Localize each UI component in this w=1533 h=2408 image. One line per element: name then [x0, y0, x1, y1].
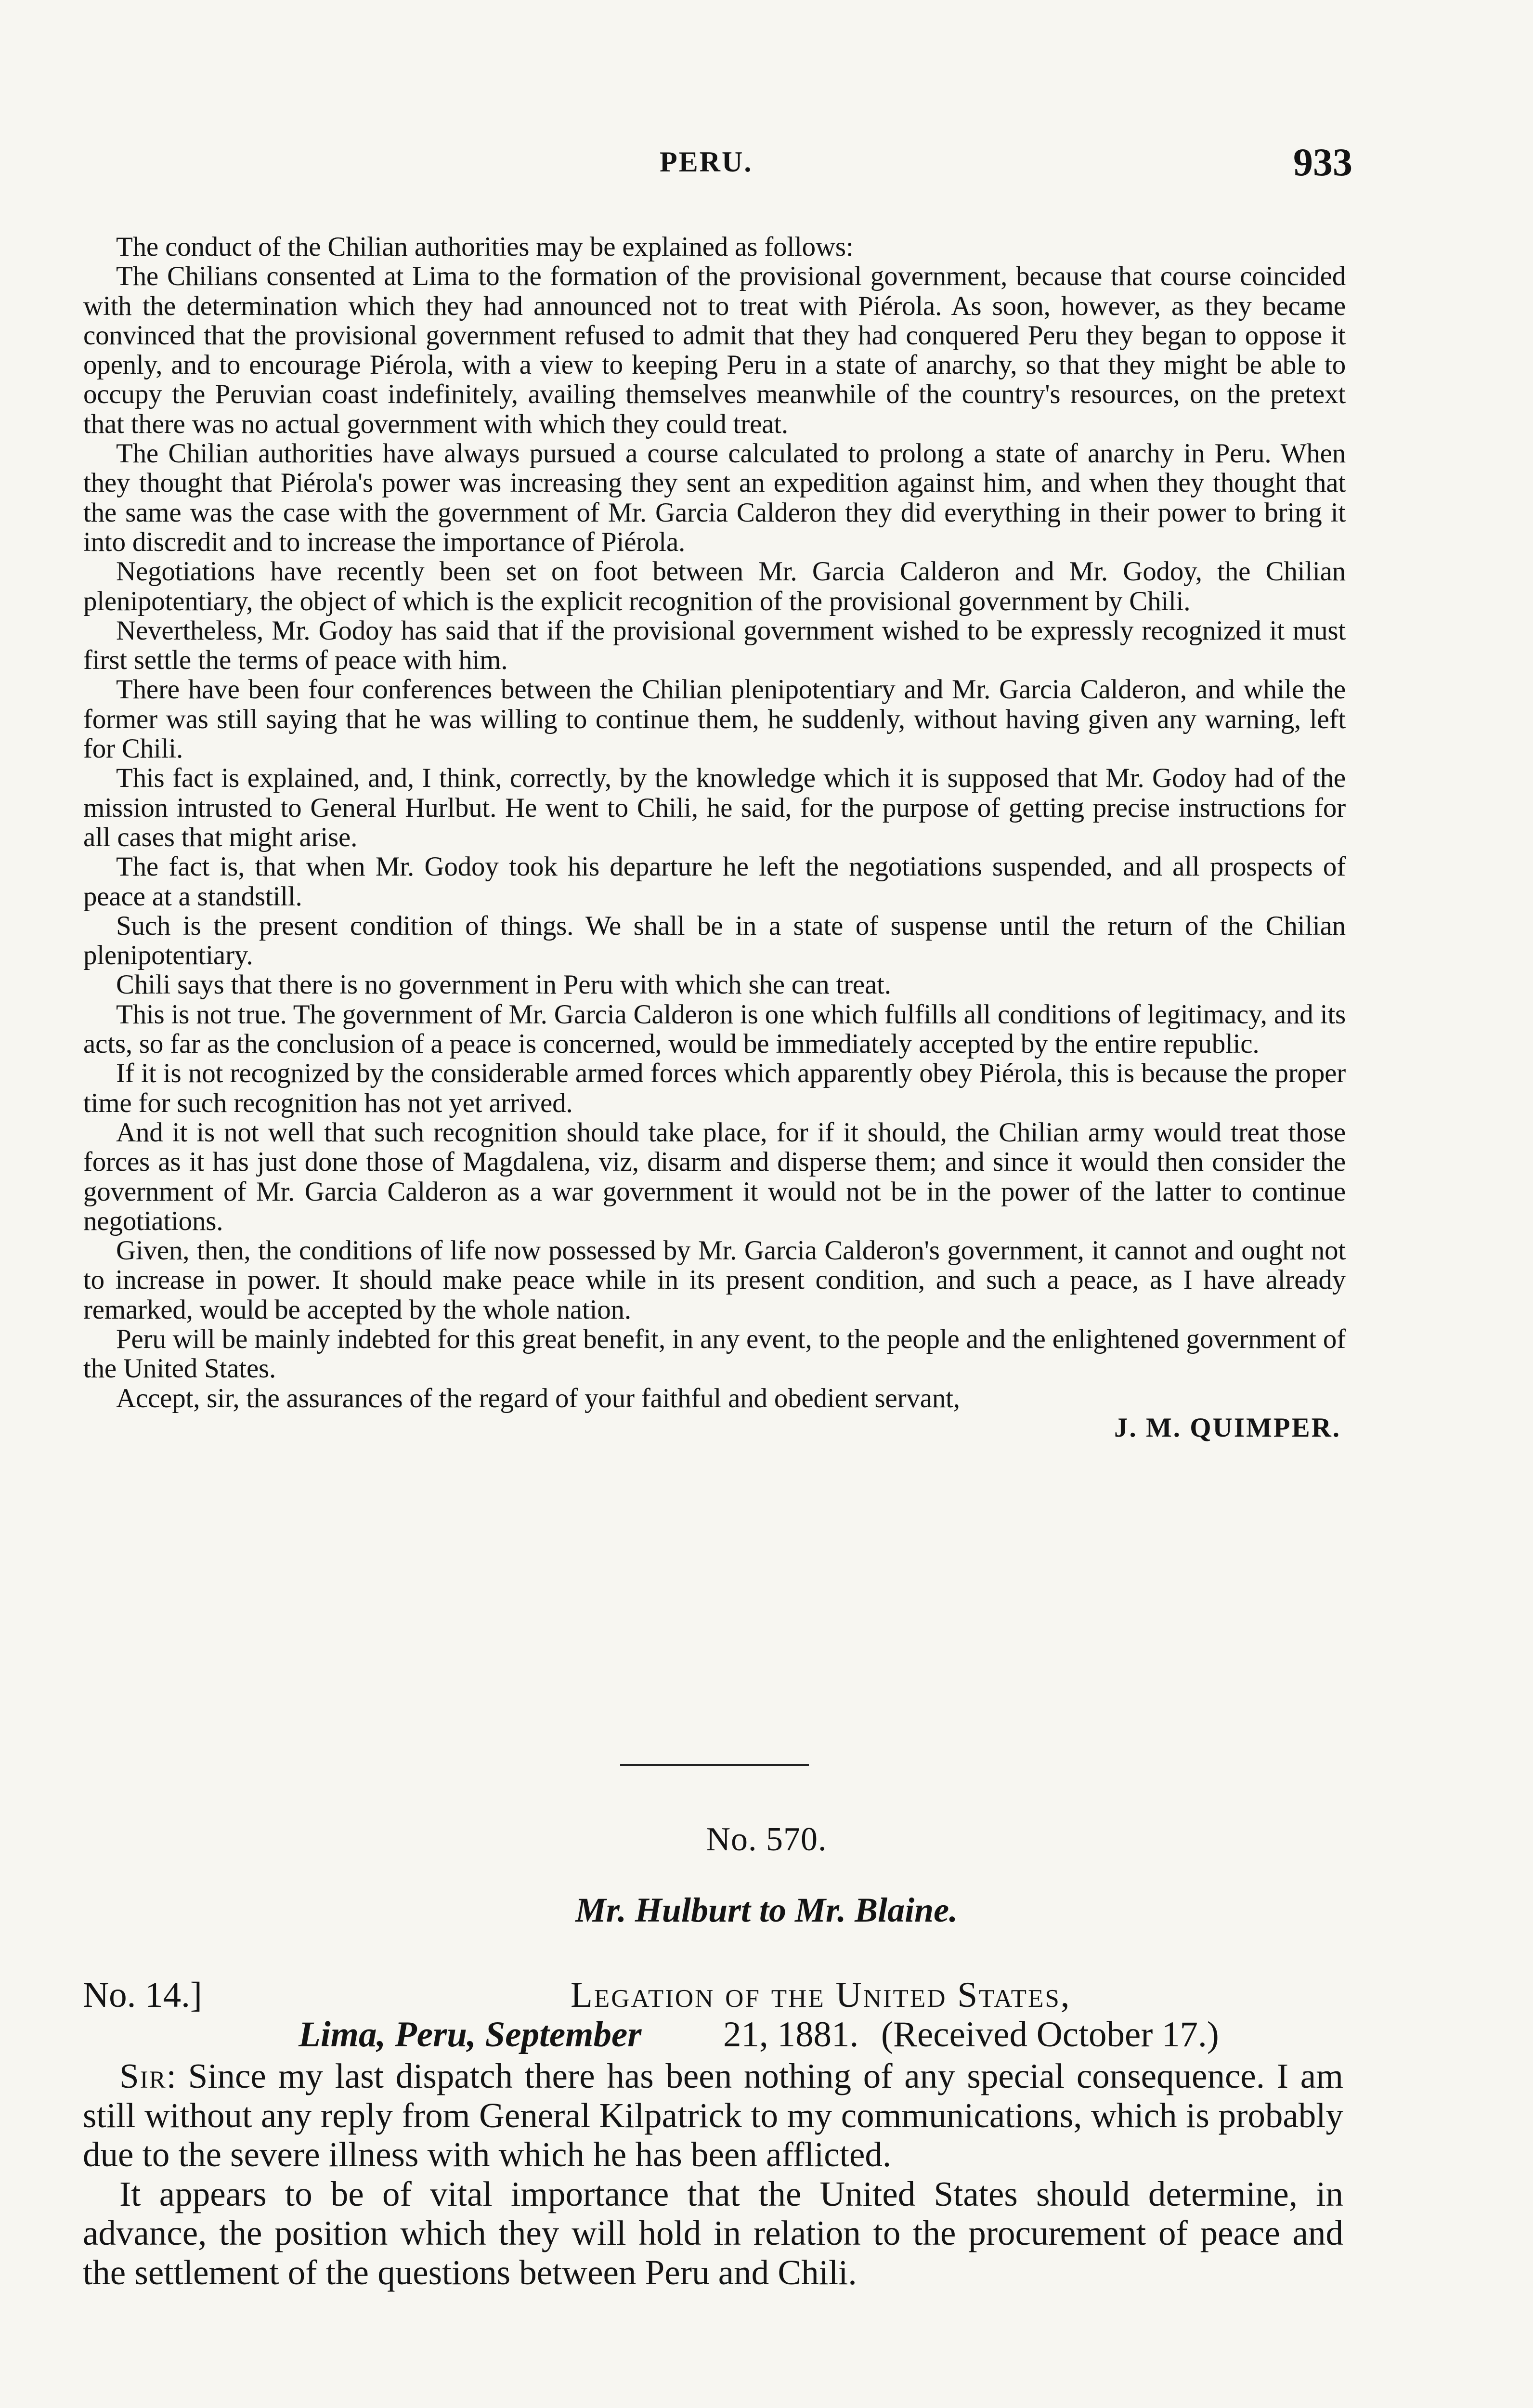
dispatch-paragraph: [83, 2056, 1343, 2174]
letter-paragraph: Accept, sir, the assurances of the regard of your faithful and obedient servant,: [116, 1383, 960, 1413]
running-head: [0, 140, 1533, 188]
letter-paragraph: And it is not well that such recognition should take place, for if it should, the Chilian army would treat those forces as it has just done those of Magdalena, viz, disarm and disperse them; and since it would then consider the government of Mr. Garcia Calderon as a war government it would not be in the power of the latter to continue negotiations.: [83, 1117, 1346, 1236]
document-subject: Mr. Hulburt to Mr. Blaine.: [575, 1891, 958, 1929]
letter-paragraph: This is not true. The government of Mr. Garcia Calderon is one which fulfills all conditions of legitimacy, and its acts, so far as the conclusion of a peace is concerned, would be immediately accepted by the entire republic.: [83, 999, 1346, 1060]
page-number: 933: [1293, 140, 1352, 184]
dispatch-date: 21, 1881.: [723, 2015, 859, 2055]
salutation: Sir: [119, 2056, 167, 2095]
dispatch-number: No. 14.]: [83, 1975, 202, 2015]
signature: J. M. QUIMPER.: [1114, 1412, 1341, 1443]
document-number: No. 570.: [706, 1821, 827, 1858]
letter-paragraph: Negotiations have recently been set on foot between Mr. Garcia Calderon and Mr. Godoy, the Chilian plenipotentiary, the object of which is the explicit recognition of the provisional government by Chili.: [83, 556, 1346, 616]
letter-paragraph: The Chilians consented at Lima to the formation of the provisional government, because that course coincided with the determination which they had announced not to treat with Piérola. As soon, however, as they became convinced that the provisional government refused to admit that they had conquered Peru they began to oppose it openly, and to encourage Piérola, with a view to keeping Peru in a state of anarchy, so that they might be able to occupy the Peruvian coast indefinitely, availing themselves meanwhile of the country's resources, on the pretext that there was no actual government with which they could treat.: [83, 261, 1346, 439]
letter-paragraph: If it is not recognized by the considerable armed forces which apparently obey Piérola, this is because the proper time for such recognition has not yet arrived.: [83, 1058, 1346, 1118]
dispatch-place: Lima, Peru, September: [299, 2015, 642, 2055]
running-head-title: PERU.: [660, 146, 753, 178]
letter-paragraph: Chili says that there is no government in Peru with which she can treat.: [116, 969, 891, 1000]
letter-body: [83, 232, 1346, 1442]
letter-paragraph: The conduct of the Chilian authorities may be explained as follows:: [116, 232, 854, 262]
dispatch-origin: Legation of the United States,: [571, 1975, 1071, 2015]
letter-paragraph: Nevertheless, Mr. Godoy has said that if the provisional government wished to be expressly recognized it must first settle the terms of peace with him.: [83, 615, 1346, 676]
dispatch-received: (Received October 17.): [881, 2015, 1219, 2055]
letter-paragraph: Peru will be mainly indebted for this great benefit, in any event, to the people and the enlightened government of the United States.: [83, 1323, 1346, 1384]
letter-paragraph: This fact is explained, and, I think, correctly, by the knowledge which it is supposed that Mr. Godoy had of the mission intrusted to General Hurlbut. He went to Chili, he said, for the purpose of getting precise instructions for all cases that might arise.: [83, 763, 1346, 852]
section-divider: [620, 1764, 809, 1766]
letter-paragraph: The Chilian authorities have always pursued a course calculated to prolong a state of anarchy in Peru. When they thought that Piérola's power was increasing they sent an expedition against him, and when they thought that the same was the case with the government of Mr. Garcia Calderon they did everything in their power to bring it into discredit and to increase the importance of Piérola.: [83, 438, 1346, 557]
dispatch-paragraph: It appears to be of vital importance that the United States should determine, in advance, the position which they will hold in relation to the procurement of peace and the settlement of the questions between Peru and Chili.: [83, 2174, 1343, 2292]
letter-paragraph: Such is the present condition of things. We shall be in a state of suspense until the return of the Chilian plenipotentiary.: [83, 910, 1346, 971]
letter-paragraph: There have been four conferences between the Chilian plenipotentiary and Mr. Garcia Calderon, and while the former was still saying that he was willing to continue them, he suddenly, without having given any warning, left for Chili.: [83, 674, 1346, 764]
dispatch-paragraph-text: : Since my last dispatch there has been nothing of any special consequence. I am still without any reply from General Kilpatrick to my communications, which is probably due to the severe illness with which he has been afflicted.: [83, 2056, 1343, 2174]
letter-paragraph: The fact is, that when Mr. Godoy took his departure he left the negotiations suspended, and all prospects of peace at a standstill.: [83, 851, 1346, 912]
dispatch-body: [83, 2056, 1343, 2292]
letter-paragraph: Given, then, the conditions of life now possessed by Mr. Garcia Calderon's government, it cannot and ought not to increase in power. It should make peace while in its present condition, and such a peace, as I have already remarked, would be accepted by the whole nation.: [83, 1235, 1346, 1325]
